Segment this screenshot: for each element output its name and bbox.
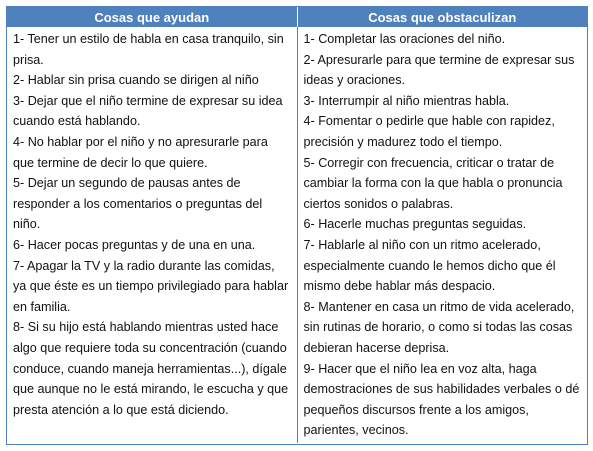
comparison-table [6,6,588,445]
hinders-item: 5- Corregir con frecuencia, criticar o tratar de cambiar la forma con la que habla o pronuncia ciertos sonidos o palabras. [303,155,563,211]
content-row [7,27,587,443]
helps-item: 6- Hacer pocas preguntas y de una en una. [13,237,256,252]
header-row [7,7,587,27]
helps-item: 8- Si su hijo está hablando mientras usted hace algo que requiere toda su concentración (cuando conduce, cuando maneja herramientas...), dígale que aunque no le está mirando, le escucha y que presta atención a lo que está diciendo. [13,320,289,417]
helps-item: 5- Dejar un segundo de pausas antes de responder a los comentarios o preguntas del niño. [13,176,263,232]
header-helps: Cosas que ayudan [7,7,297,27]
header-hinders: Cosas que obstaculizan [297,7,587,27]
helps-item: 2- Hablar sin prisa cuando se dirigen al niño [13,73,259,88]
helps-item: 7- Apagar la TV y la radio durante las comidas, ya que éste es un tiempo privilegiado para hablar en familia. [13,258,289,314]
helps-item: 3- Dejar que el niño termine de expresar su idea cuando está hablando. [13,93,283,129]
hinders-item: 3- Interrumpir al niño mientras habla. [303,93,510,108]
helps-item: 1- Tener un estilo de habla en casa tranquilo, sin prisa. [13,32,284,67]
hinders-item: 7- Hablarle al niño con un ritmo acelerado, especialmente cuando le hemos dicho que él mismo debe hablar más despacio. [303,237,556,294]
table [7,7,587,443]
hinders-item: 6- Hacerle muchas preguntas seguidas. [303,217,527,232]
hinders-item: 9- Hacer que el niño lea en voz alta, haga demostraciones de sus habilidades verbales o dé pequeños discursos frente a los amigos, parientes, vecinos. [303,361,580,438]
hinders-column [297,27,587,443]
helps-column [7,27,297,443]
hinders-item: 8- Mantener en casa un ritmo de vida acelerado, sin rutinas de horario, o como si todas las cosas debieran hacerse deprisa. [303,299,575,355]
helps-item: 4- No hablar por el niño y no apresurarle para que termine de decir lo que quiere. [13,134,268,170]
hinders-item: 4- Fomentar o pedirle que hable con rapidez, precisión y madurez todo el tiempo. [303,114,555,149]
hinders-item: 1- Completar las oraciones del niño. [303,32,506,46]
hinders-item: 2- Apresurarle para que termine de expresar sus ideas y oraciones. [303,52,575,88]
